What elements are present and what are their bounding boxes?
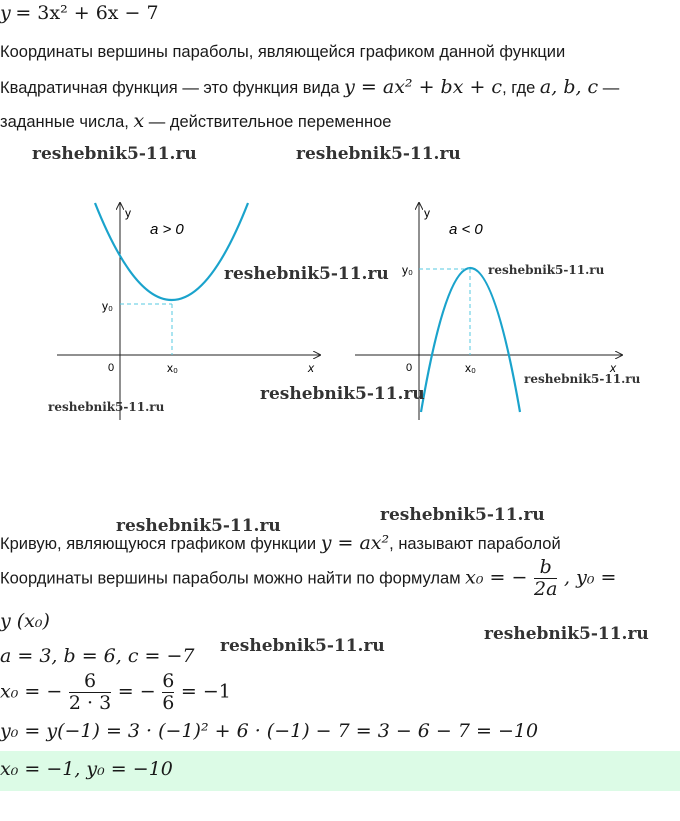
x0-result: = −1: [180, 680, 231, 703]
label-origin-left: 0: [108, 362, 115, 374]
label-y0-left: y₀: [102, 299, 113, 313]
vertex-y0-continuation: y (x₀): [0, 610, 50, 632]
label-x-left: x: [308, 361, 314, 375]
definition-line-1: [0, 76, 619, 98]
parabola-formula: y = ax²: [320, 532, 390, 554]
x0-mid: = −: [117, 680, 156, 703]
def-text-2: , где: [502, 79, 536, 97]
def-x: x: [133, 110, 145, 132]
watermark: reshebnik5-11.ru: [380, 505, 545, 525]
def-formula: y = ax² + bx + c: [344, 76, 503, 98]
cond-left: a > 0: [150, 221, 184, 238]
watermark: reshebnik5-11.ru: [484, 624, 649, 644]
label-origin-right: 0: [406, 362, 413, 374]
answer-box: [0, 751, 680, 791]
label-x0-right: x₀: [465, 361, 476, 375]
vertex-formula-line: [0, 558, 616, 600]
x0-calculation: [0, 672, 231, 714]
x0-den-1: 2 · 3: [68, 691, 112, 714]
watermark: reshebnik5-11.ru: [488, 263, 605, 277]
watermark: reshebnik5-11.ru: [220, 636, 385, 656]
x0-num-2: 6: [162, 670, 175, 692]
vertex-text: Координаты вершины параболы можно найти по формулам: [0, 569, 461, 588]
label-y-left: y: [125, 206, 131, 220]
watermark: reshebnik5-11.ru: [32, 144, 197, 164]
watermark: reshebnik5-11.ru: [116, 516, 281, 536]
parabola-text-1: Кривую, являющуюся графиком функции: [0, 535, 317, 553]
watermark: reshebnik5-11.ru: [260, 384, 425, 404]
vertex-y0: , y₀ =: [564, 566, 617, 589]
vertex-denominator: 2a: [534, 577, 558, 600]
def-dash: —: [602, 79, 620, 97]
def-text-3: заданные числа,: [0, 113, 129, 131]
task-title: Координаты вершины параболы, являющейся графиком данной функции: [0, 43, 566, 61]
def-vars: a, b, c: [539, 76, 599, 98]
coefficients-line: a = 3, b = 6, c = −7: [0, 645, 195, 667]
parabola-definition: [0, 532, 561, 554]
label-y0-right: y₀: [402, 263, 413, 277]
label-x-right: x: [610, 361, 616, 375]
answer: x₀ = −1, y₀ = −10: [0, 758, 173, 780]
cond-right: a < 0: [449, 221, 483, 238]
y0-calculation: y₀ = y(−1) = 3 · (−1)² + 6 · (−1) − 7 = 3 − 6 − 7 = −10: [0, 720, 539, 742]
x0-den-2: 6: [162, 691, 175, 714]
vertex-fraction: [534, 558, 557, 600]
function-equation: [0, 2, 159, 24]
watermark: reshebnik5-11.ru: [296, 144, 461, 164]
label-x0-left: x₀: [167, 361, 178, 375]
x0-fraction-2: [162, 672, 174, 714]
eq-y: y: [0, 2, 11, 24]
watermark: reshebnik5-11.ru: [524, 372, 641, 386]
watermark: reshebnik5-11.ru: [224, 264, 389, 284]
def-text-4: — действительное переменное: [148, 113, 392, 131]
vertex-x0: x₀ = −: [465, 566, 528, 589]
parabola-text-2: , называют параболой: [389, 535, 561, 553]
x0-num-1: 6: [83, 670, 97, 692]
eq-rhs: = 3x² + 6x − 7: [15, 2, 159, 24]
label-y-right: y: [424, 206, 430, 220]
parabola-up: [95, 203, 248, 300]
vertex-numerator: b: [539, 556, 552, 578]
x0-fraction-1: [69, 672, 111, 714]
definition-line-2: [0, 110, 391, 132]
watermark: reshebnik5-11.ru: [48, 400, 165, 414]
x0-lhs: x₀ = −: [0, 680, 63, 703]
def-text-1: Квадратичная функция — это функция вида: [0, 79, 340, 97]
